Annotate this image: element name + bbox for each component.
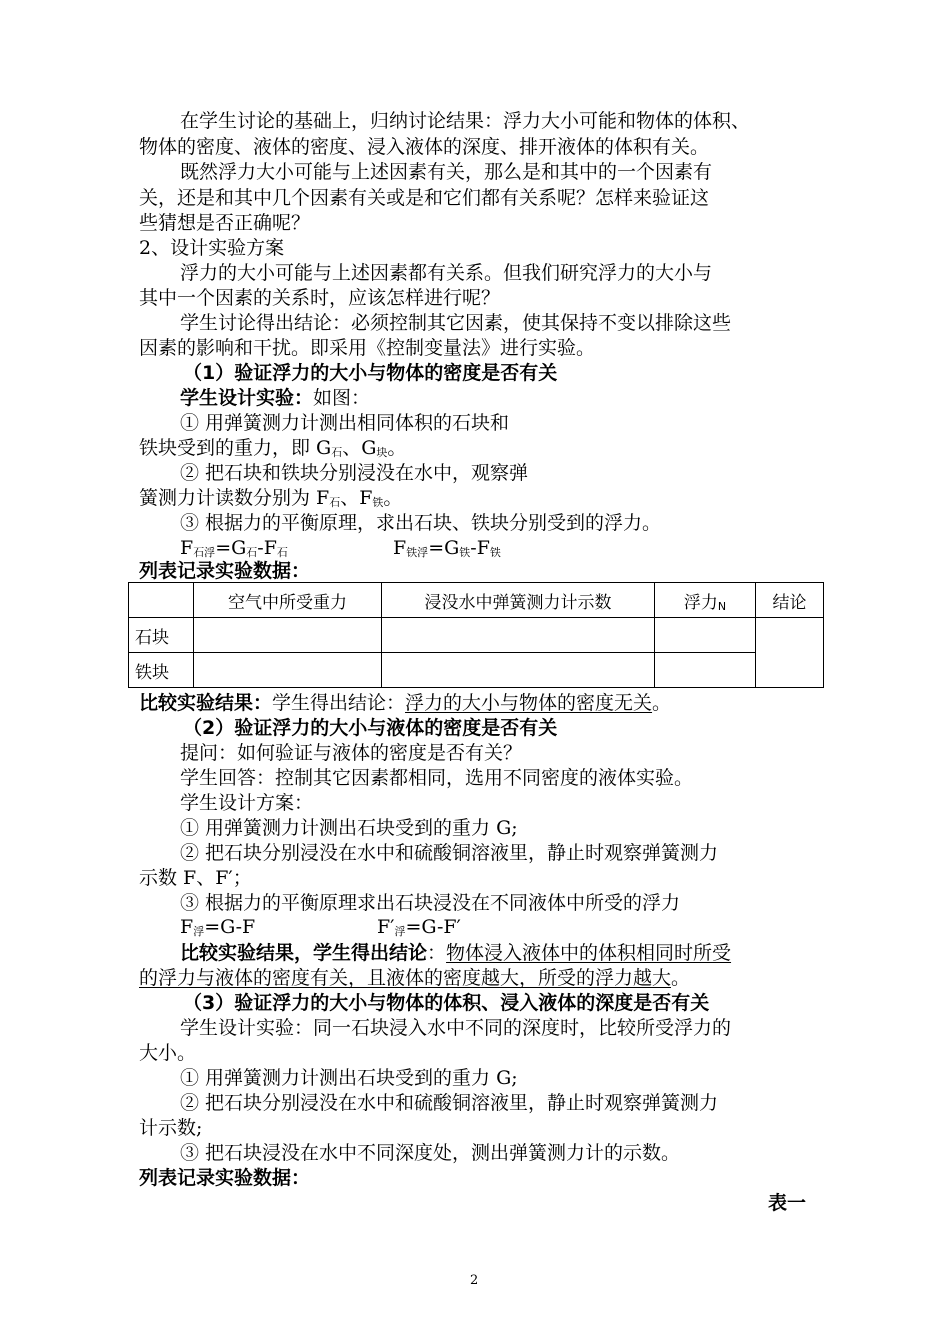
table-caption: 表一 — [768, 1192, 807, 1214]
paragraph-line: 既然浮力大小可能与上述因素有关，那么是和其中的一个因素有 — [180, 161, 713, 183]
paragraph-line: 大小。 — [139, 1042, 197, 1064]
table-header-row — [129, 583, 824, 618]
paragraph-line: 学生设计实验：同一石块浸入水中不同的深度时，比较所受浮力的 — [180, 1017, 732, 1039]
step-line: ③ 根据力的平衡原理求出石块浸没在不同液体中所受的浮力 — [180, 892, 681, 914]
paragraph-line: 因素的影响和干扰。即采用《控制变量法》进行实验。 — [139, 337, 596, 359]
paragraph-line: 关，还是和其中几个因素有关或是和它们都有关系呢？怎样来验证这 — [139, 187, 710, 209]
table-header: 浸没水中弹簧测力计示数 — [382, 583, 655, 618]
paragraph-line: 学生设计方案： — [180, 792, 314, 814]
step-line: ① 用弹簧测力计测出石块受到的重力 G; — [180, 817, 518, 839]
subsection-heading-2: （2）验证浮力的大小与液体的密度是否有关 — [183, 717, 558, 739]
section-heading: 2、设计实验方案 — [139, 237, 285, 259]
table-cell — [194, 653, 382, 688]
step-line: ② 把石块分别浸没在水中和硫酸铜溶液里，静止时观察弹簧测力 — [180, 1092, 719, 1114]
step-line: 簧测力计读数分别为 $F_石$、$F_铁$。 — [139, 487, 403, 509]
formula-solution: $F'_浮=G-F'$ — [377, 916, 461, 938]
table-label: 列表记录实验数据： — [139, 1167, 311, 1189]
page-number: 2 — [470, 1273, 479, 1288]
result-line: 比较实验结果，学生得出结论：物体浸入液体中的体积相同时所受 — [180, 942, 732, 964]
table-cell — [382, 653, 655, 688]
formula-iron: $F_{铁浮}=G_铁-F_铁$ — [393, 537, 501, 559]
step-line: ① 用弹簧测力计测出相同体积的石块和 — [180, 412, 510, 434]
step-line: ③ 把石块浸没在水中不同深度处，测出弹簧测力计的示数。 — [180, 1142, 681, 1164]
subsection-heading-1: （1）验证浮力的大小与物体的密度是否有关 — [183, 362, 558, 384]
table-label: 列表记录实验数据： — [139, 560, 311, 582]
formula-water: $F_浮=G-F$ — [180, 916, 256, 938]
table-header: 结论 — [756, 583, 824, 618]
step-line: ① 用弹簧测力计测出石块受到的重力 G; — [180, 1067, 518, 1089]
conclusion-cell — [756, 618, 824, 688]
step-line: ② 把石块和铁块分别浸没在水中，观察弹 — [180, 462, 529, 484]
result-line: 比较实验结果：学生得出结论：浮力的大小与物体的密度无关。 — [139, 692, 672, 714]
table-cell — [655, 618, 756, 653]
paragraph-line: 物体的密度、液体的密度、浸入液体的深度、排开液体的体积有关。 — [139, 136, 710, 158]
table-row — [129, 653, 824, 688]
table-header: 浮力$_N$ — [655, 583, 756, 618]
bold-label: 学生设计实验： — [180, 387, 314, 409]
paragraph-line: 些猜想是否正确呢？ — [139, 212, 311, 234]
table-row — [129, 618, 824, 653]
table-cell — [194, 618, 382, 653]
row-label: 石块 — [129, 618, 194, 653]
formula-stone: $F_{石浮}=G_石-F_石$ — [180, 537, 288, 559]
step-line: 示数 F、F′； — [139, 867, 252, 889]
paragraph-line: 浮力的大小可能与上述因素都有关系。但我们研究浮力的大小与 — [180, 262, 713, 284]
table-header — [129, 583, 194, 618]
paragraph-line: 其中一个因素的关系时，应该怎样进行呢？ — [139, 287, 501, 309]
paragraph-line: 在学生讨论的基础上，归纳讨论结果：浮力大小可能和物体的体积、 — [180, 110, 751, 132]
subsection-heading-3: （3）验证浮力的大小与物体的体积、浸入液体的深度是否有关 — [183, 992, 710, 1014]
paragraph-line: 学生讨论得出结论：必须控制其它因素，使其保持不变以排除这些 — [180, 312, 732, 334]
paragraph-line: 学生回答：控制其它因素都相同，选用不同密度的液体实验。 — [180, 767, 694, 789]
text: 如图： — [313, 387, 371, 409]
table-cell — [382, 618, 655, 653]
step-line: ③ 根据力的平衡原理，求出石块、铁块分别受到的浮力。 — [180, 512, 662, 534]
step-line: ② 把石块分别浸没在水中和硫酸铜溶液里，静止时观察弹簧测力 — [180, 842, 719, 864]
result-line: 的浮力与液体的密度有关，且液体的密度越大，所受的浮力越大。 — [139, 967, 691, 989]
table-cell — [655, 653, 756, 688]
table-header: 空气中所受重力 — [194, 583, 382, 618]
step-line: 铁块受到的重力，即 $G_石$、$G_块$。 — [139, 437, 407, 459]
data-table — [128, 582, 824, 688]
paragraph-line: 提问：如何验证与液体的密度是否有关？ — [180, 742, 523, 764]
step-line: 计示数; — [139, 1117, 203, 1139]
paragraph-line — [180, 385, 370, 411]
row-label: 铁块 — [129, 653, 194, 688]
